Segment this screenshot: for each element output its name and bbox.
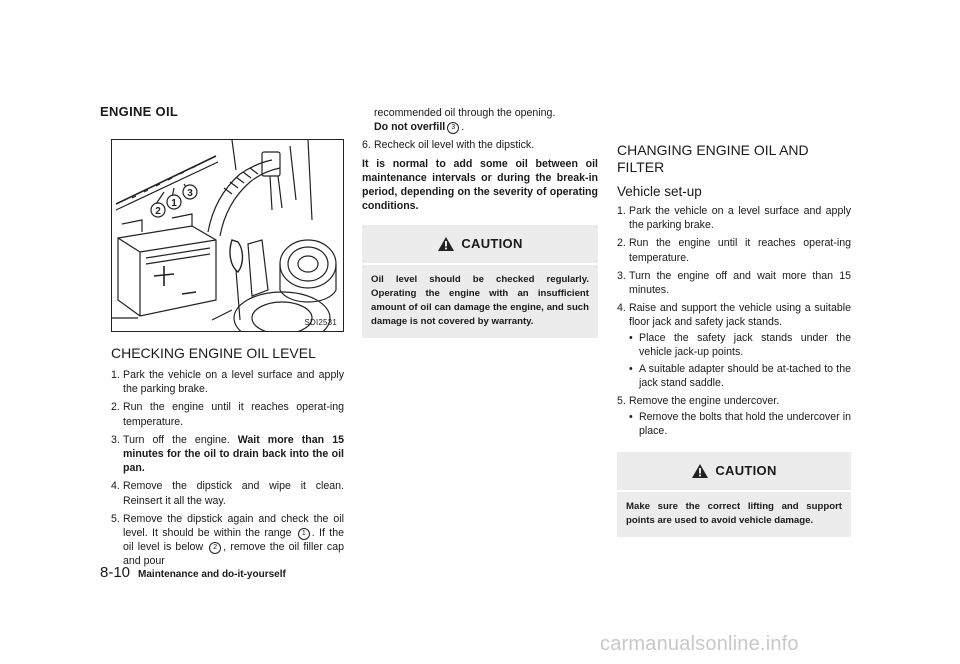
list-item: 6. Recheck oil level with the dipstick. bbox=[362, 139, 535, 152]
page-footer bbox=[100, 564, 286, 581]
warning-icon bbox=[437, 236, 455, 252]
changing-oil-section bbox=[617, 142, 851, 537]
list-item: 3. Turn the engine off and wait more than 15 minutes. bbox=[617, 269, 851, 297]
list-item: 5. Remove the engine undercover. bbox=[617, 395, 780, 408]
caution-title: CAUTION bbox=[461, 236, 523, 252]
bullet-icon: • bbox=[629, 363, 633, 376]
engine-illustration bbox=[112, 140, 343, 331]
list-item: • Place the safety jack stands under the vehicle jack-up points. bbox=[629, 331, 851, 358]
list-item: 2. Run the engine until it reaches operat-ing temperature. bbox=[617, 237, 851, 264]
bullet-icon: • bbox=[629, 331, 633, 344]
list-item: recommended oil through the opening. Do not overfill 3 . bbox=[374, 107, 556, 134]
list-item: 4. Raise and support the vehicle using a suitable floor jack and safety jack stands. bbox=[617, 302, 851, 329]
page-number: 8-10 bbox=[100, 564, 131, 581]
svg-text:1: 1 bbox=[171, 198, 177, 209]
list-item: 1. Park the vehicle on a level surface and apply the parking brake. bbox=[111, 369, 344, 396]
section-header: ENGINE OIL bbox=[100, 104, 179, 119]
list-item: 5. Remove the dipstick again and check the oil level. It should be within the range 1 . If the oil level is below 2 , remove the oil filler cap and pour bbox=[111, 512, 344, 568]
checking-title: CHECKING ENGINE OIL LEVEL bbox=[111, 345, 316, 361]
caution-text: Oil level should be checked regularly. Operating the engine with an insufficient amount of oil can damage the engine, and such damage is not covered by warranty. bbox=[371, 274, 589, 328]
list-item: 2. Run the engine until it reaches operat-ing temperature. bbox=[111, 401, 344, 428]
list-item: • A suitable adapter should be at-tached to the jack stand saddle. bbox=[629, 363, 851, 390]
vehicle-setup-subtitle: Vehicle set-up bbox=[617, 184, 702, 199]
caution-text: Make sure the correct lifting and support points are used to avoid vehicle damage. bbox=[626, 501, 842, 527]
caution-box bbox=[362, 225, 598, 338]
marker-2-icon: 2 bbox=[209, 542, 221, 554]
figure-id: SDI2531 bbox=[304, 318, 337, 327]
list-item: 3. Turn off the engine. Wait more than 15 minutes for the oil to drain back into the oil pan. bbox=[111, 433, 344, 475]
chapter-title: Maintenance and do-it-yourself bbox=[138, 569, 286, 580]
marker-1-icon: 1 bbox=[298, 528, 310, 540]
caution-title: CAUTION bbox=[715, 462, 777, 478]
checking-oil-continued bbox=[362, 106, 598, 338]
engine-figure bbox=[111, 139, 344, 332]
marker-3-icon: 3 bbox=[447, 122, 459, 134]
checking-oil-section bbox=[111, 345, 344, 573]
note-paragraph: It is normal to add some oil between oil maintenance intervals or during the break-in period, depending on the severity of operating conditions. bbox=[362, 157, 598, 213]
bullet-icon: • bbox=[629, 410, 633, 423]
caution-box bbox=[617, 452, 851, 537]
changing-title: CHANGING ENGINE OIL AND FILTER bbox=[617, 142, 809, 175]
list-item: • Remove the bolts that hold the undercover in place. bbox=[629, 410, 851, 437]
list-item: 4. Remove the dipstick and wipe it clean. Reinsert it all the way. bbox=[111, 480, 344, 507]
watermark: carmanualsonline.info bbox=[600, 633, 799, 655]
list-item: 1. Park the vehicle on a level surface and apply the parking brake. bbox=[617, 205, 851, 232]
svg-text:2: 2 bbox=[155, 206, 161, 217]
svg-text:3: 3 bbox=[187, 188, 193, 199]
warning-icon bbox=[691, 463, 709, 479]
